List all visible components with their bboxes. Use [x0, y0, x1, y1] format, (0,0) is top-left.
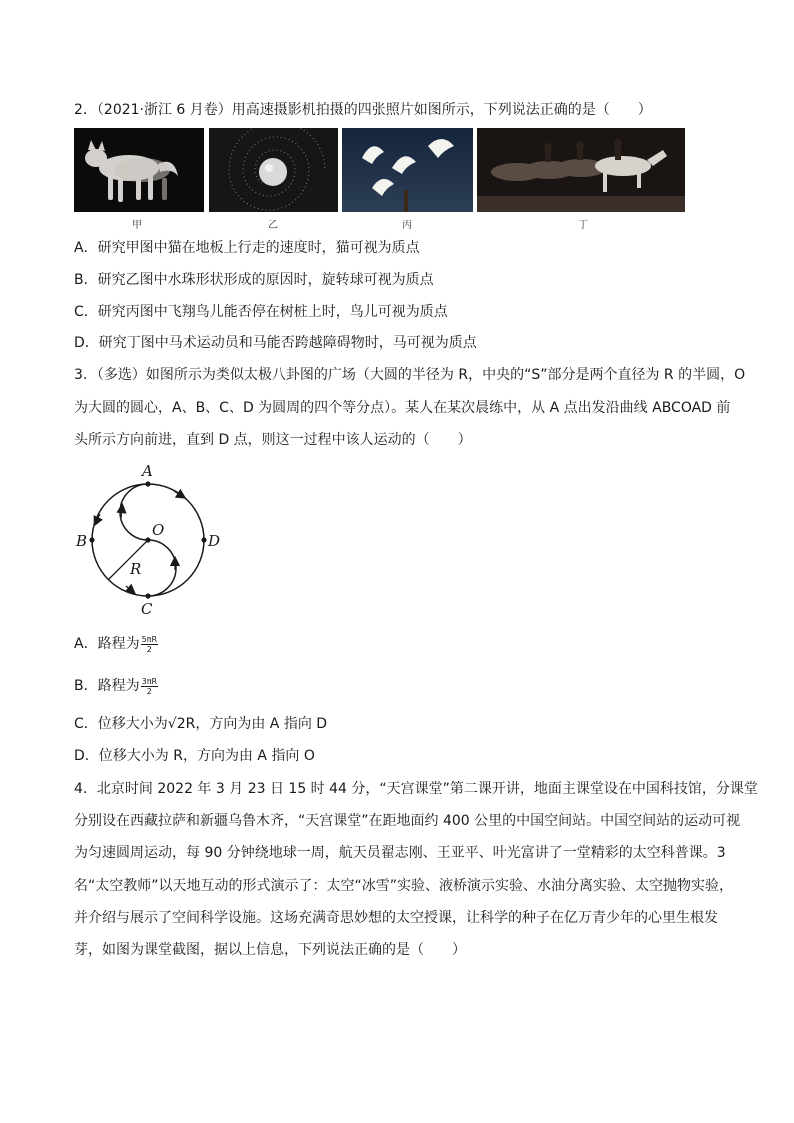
photo-cat — [74, 128, 204, 212]
q2-option-a: A．研究甲图中猫在地板上行走的速度时，猫可视为质点 — [74, 240, 420, 256]
q4-line-2: 分别设在西藏拉萨和新疆乌鲁木齐，“天宫课堂”在距地面约 400 公里的中国空间站。中国空间站的运动可视 — [74, 813, 741, 829]
label-o: O — [152, 521, 165, 539]
q3-option-a-text: A．路程为 — [74, 636, 140, 652]
q3-option-a — [74, 634, 158, 654]
q3-stem-line2: 为大圆的圆心，A、B、C、D 为圆周的四个等分点）。某人在某次晨练中，从 A 点出发沿曲线 ABCOAD 前 — [74, 400, 731, 416]
q3-option-a-numerator: 5πR — [141, 634, 158, 644]
q3-option-b-numerator: 3πR — [141, 676, 158, 686]
q3-stem-line1: 3．（多选）如图所示为类似太极八卦图的广场（大圆的半径为 R，中央的“S”部分是两个直径为 R 的半圆，O — [74, 367, 746, 383]
q2-option-c: C．研究丙图中飞翔鸟儿能否停在树桩上时，鸟儿可视为质点 — [74, 304, 448, 320]
q3-option-d: D．位移大小为 R，方向为由 A 指向 O — [74, 748, 315, 764]
photo-spinning-ball — [209, 128, 338, 212]
photo-birds — [342, 128, 473, 212]
q3-option-c-rest: ，方向为由 A 指向 D — [195, 716, 328, 732]
q4-line-4: 名“太空教师”以天地互动的形式演示了：太空“冰雪”实验、液桥演示实验、水油分离实验、太空抛物实验， — [74, 878, 734, 894]
photo-horse-riders — [477, 128, 685, 212]
q4-line-3: 为匀速圆周运动，每 90 分钟绕地球一周，航天员翟志刚、王亚平、叶光富讲了一堂精彩的太空科普课。3 — [74, 845, 726, 861]
q4-line-6: 芽，如图为课堂截图，据以上信息，下列说法正确的是（ ） — [74, 942, 466, 958]
caption-yi: 乙 — [268, 220, 278, 231]
q3-option-a-fraction — [141, 635, 158, 654]
q3-option-c-text: C．位移大小为 — [74, 716, 168, 732]
caption-bing: 丙 — [402, 220, 412, 231]
caption-ding: 丁 — [578, 220, 588, 231]
label-c: C — [141, 600, 153, 618]
q3-option-b-text: B．路程为 — [74, 678, 140, 694]
q3-option-a-denominator: 2 — [146, 644, 152, 654]
q2-option-d: D．研究丁图中马术运动员和马能否跨越障碍物时，马可视为质点 — [74, 335, 477, 351]
q2-option-b: B．研究乙图中水珠形状形成的原因时，旋转球可视为质点 — [74, 272, 434, 288]
q3-option-b-denominator: 2 — [146, 686, 152, 696]
q3-option-b — [74, 676, 158, 696]
label-b: B — [76, 532, 88, 550]
label-a: A — [142, 462, 153, 480]
q3-option-c-sqrt: √2R — [167, 716, 196, 732]
q3-option-c — [74, 714, 327, 734]
q2-stem: 2．（2021·浙江 6 月卷）用高速摄影机拍摄的四张照片如图所示，下列说法正确的是（ ） — [74, 102, 652, 118]
q4-line-1: 4．北京时间 2022 年 3 月 23 日 15 时 44 分，“天宫课堂”第二课开讲，地面主课堂设在中国科技馆，分课堂 — [74, 781, 758, 797]
q4-line-5: 并介绍与展示了空间科学设施。这场充满奇思妙想的太空授课，让科学的种子在亿万青少年的心里生根发 — [74, 910, 718, 926]
q3-stem-line3: 头所示方向前进，直到 D 点，则这一过程中该人运动的（ ） — [74, 432, 472, 448]
q3-option-b-fraction — [141, 677, 158, 696]
label-d: D — [208, 532, 221, 550]
taiji-diagram — [70, 458, 230, 618]
caption-jia: 甲 — [132, 220, 142, 231]
label-r: R — [130, 560, 142, 578]
